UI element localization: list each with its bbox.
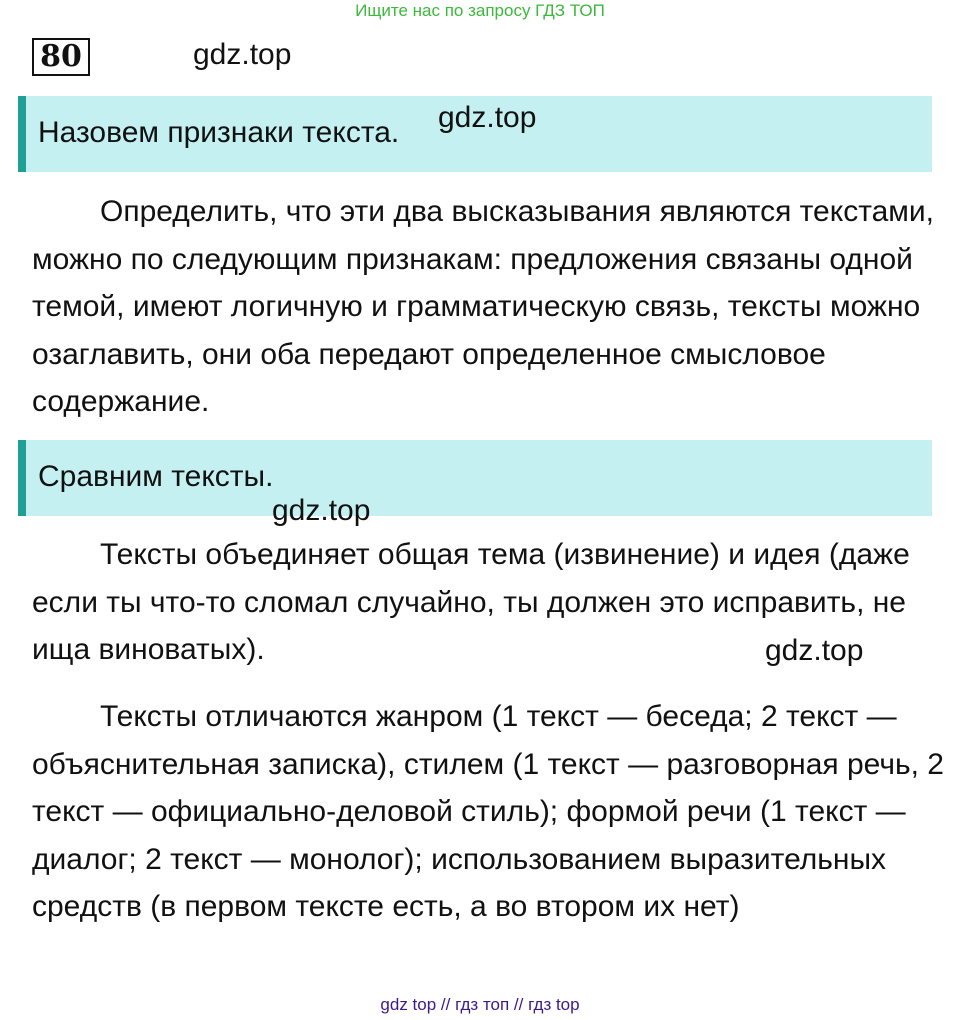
watermark: gdz.top (438, 101, 537, 134)
footer: gdz top // гдз топ // гдз top (380, 995, 580, 1014)
watermark: gdz.top (272, 494, 371, 527)
paragraph: Тексты отличаются жанром (1 текст — беседа; 2 текст — объяснительная записка), стилем (1 текст — разговорная речь, 2 текст — официально-деловой стиль); формой речи (1 текст — диалог; 2 текст — монолог); использованием выразительных средств (в первом тексте есть, а во втором их нет) (32, 700, 944, 923)
section-header-compare (18, 440, 932, 516)
top-banner: Ищите нас по запросу ГДЗ ТОП (355, 1, 605, 20)
paragraph: Определить, что эти два высказывания являются текстами, можно по следующим признакам: предложения связаны одной темой, имеют логичную и грамматическую связь, тексты можно озаглавить, они оба передают определенное смысловое содержание. (32, 195, 935, 418)
section-title: Назовем признаки текста. (38, 116, 400, 149)
watermark: gdz.top (193, 38, 292, 71)
watermark: gdz.top (765, 634, 864, 667)
paragraph: Тексты объединяет общая тема (извинение) и идея (даже если ты что-то сломал случайно, ты должен это исправить, не ища виноватых). (32, 538, 910, 666)
task-number: 80 (32, 38, 90, 76)
section-title: Сравним тексты. (38, 460, 274, 493)
